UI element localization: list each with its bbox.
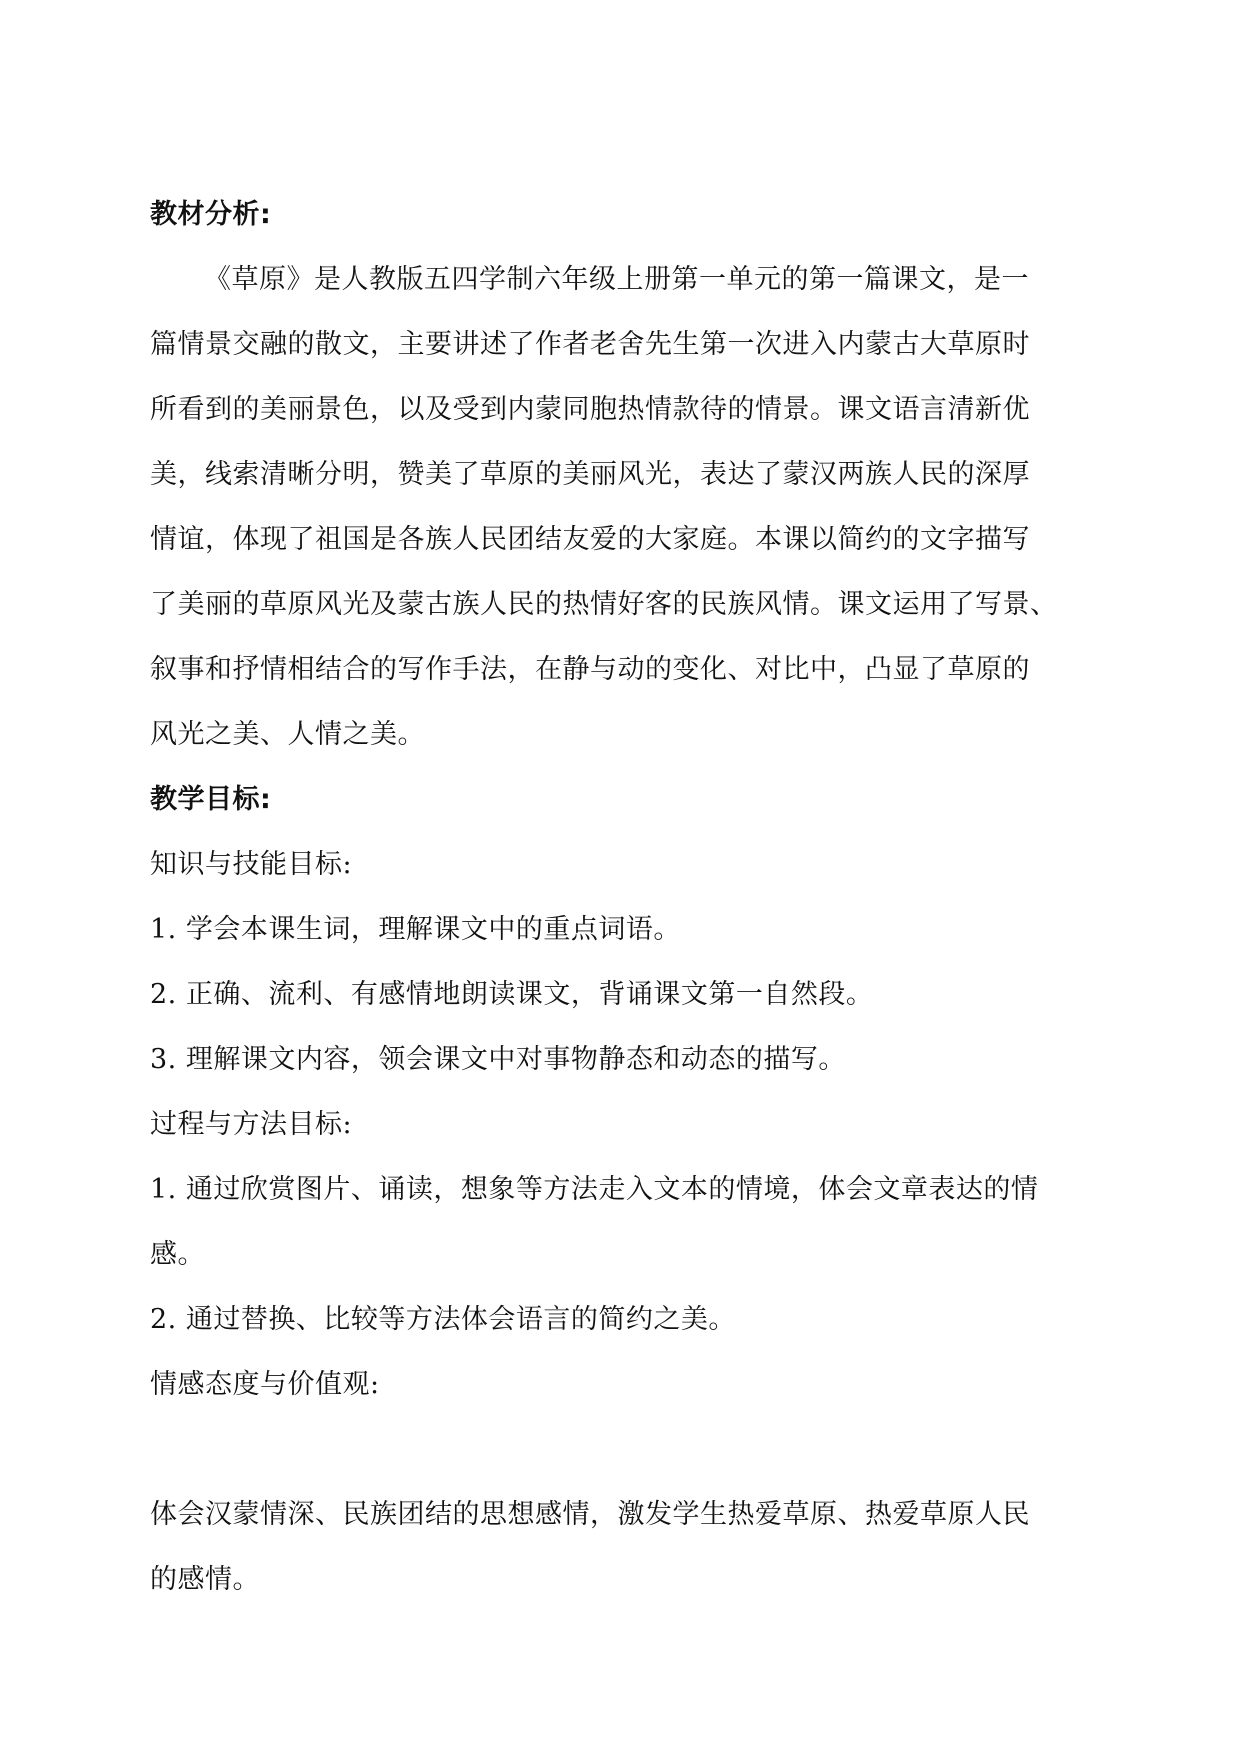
blank-gap [150, 1417, 1090, 1482]
emotion-goal-line: 的感情。 [150, 1564, 260, 1595]
analysis-paragraph [150, 247, 1090, 767]
knowledge-goal-item: 1. 学会本课生词，理解课文中的重点词语。 [150, 914, 681, 945]
analysis-line: 了美丽的草原风光及蒙古族人民的热情好客的民族风情。课文运用了写景、 [150, 589, 1058, 620]
document-body [150, 182, 1090, 1612]
analysis-line: 篇情景交融的散文，主要讲述了作者老舍先生第一次进入内蒙古大草原时 [150, 329, 1030, 360]
analysis-line: 风光之美、人情之美。 [150, 719, 425, 750]
process-goal-item-line: 感。 [150, 1239, 205, 1270]
process-goals-title: 过程与方法目标: [150, 1109, 353, 1140]
knowledge-goals-title: 知识与技能目标: [150, 849, 353, 880]
goals-heading: 教学目标: [150, 784, 272, 815]
analysis-line: 情谊，体现了祖国是各族人民团结友爱的大家庭。本课以简约的文字描写 [150, 524, 1030, 555]
process-goal-item: 2. 通过替换、比较等方法体会语言的简约之美。 [150, 1304, 736, 1335]
analysis-line: 所看到的美丽景色，以及受到内蒙同胞热情款待的情景。课文语言清新优 [150, 394, 1030, 425]
analysis-line: 叙事和抒情相结合的写作手法，在静与动的变化、对比中，凸显了草原的 [150, 654, 1030, 685]
analysis-line: 《草原》是人教版五四学制六年级上册第一单元的第一篇课文，是一 [204, 264, 1029, 295]
analysis-heading: 教材分析: [150, 199, 272, 230]
analysis-line: 美，线索清晰分明，赞美了草原的美丽风光，表达了蒙汉两族人民的深厚 [150, 459, 1030, 490]
emotion-goal-line: 体会汉蒙情深、民族团结的思想感情，激发学生热爱草原、热爱草原人民 [150, 1499, 1030, 1530]
knowledge-goal-item: 2. 正确、流利、有感情地朗读课文，背诵课文第一自然段。 [150, 979, 874, 1010]
process-goal-item-line: 1. 通过欣赏图片、诵读，想象等方法走入文本的情境，体会文章表达的情 [150, 1174, 1039, 1205]
emotion-goals-title: 情感态度与价值观: [150, 1369, 380, 1400]
knowledge-goal-item: 3. 理解课文内容，领会课文中对事物静态和动态的描写。 [150, 1044, 846, 1075]
